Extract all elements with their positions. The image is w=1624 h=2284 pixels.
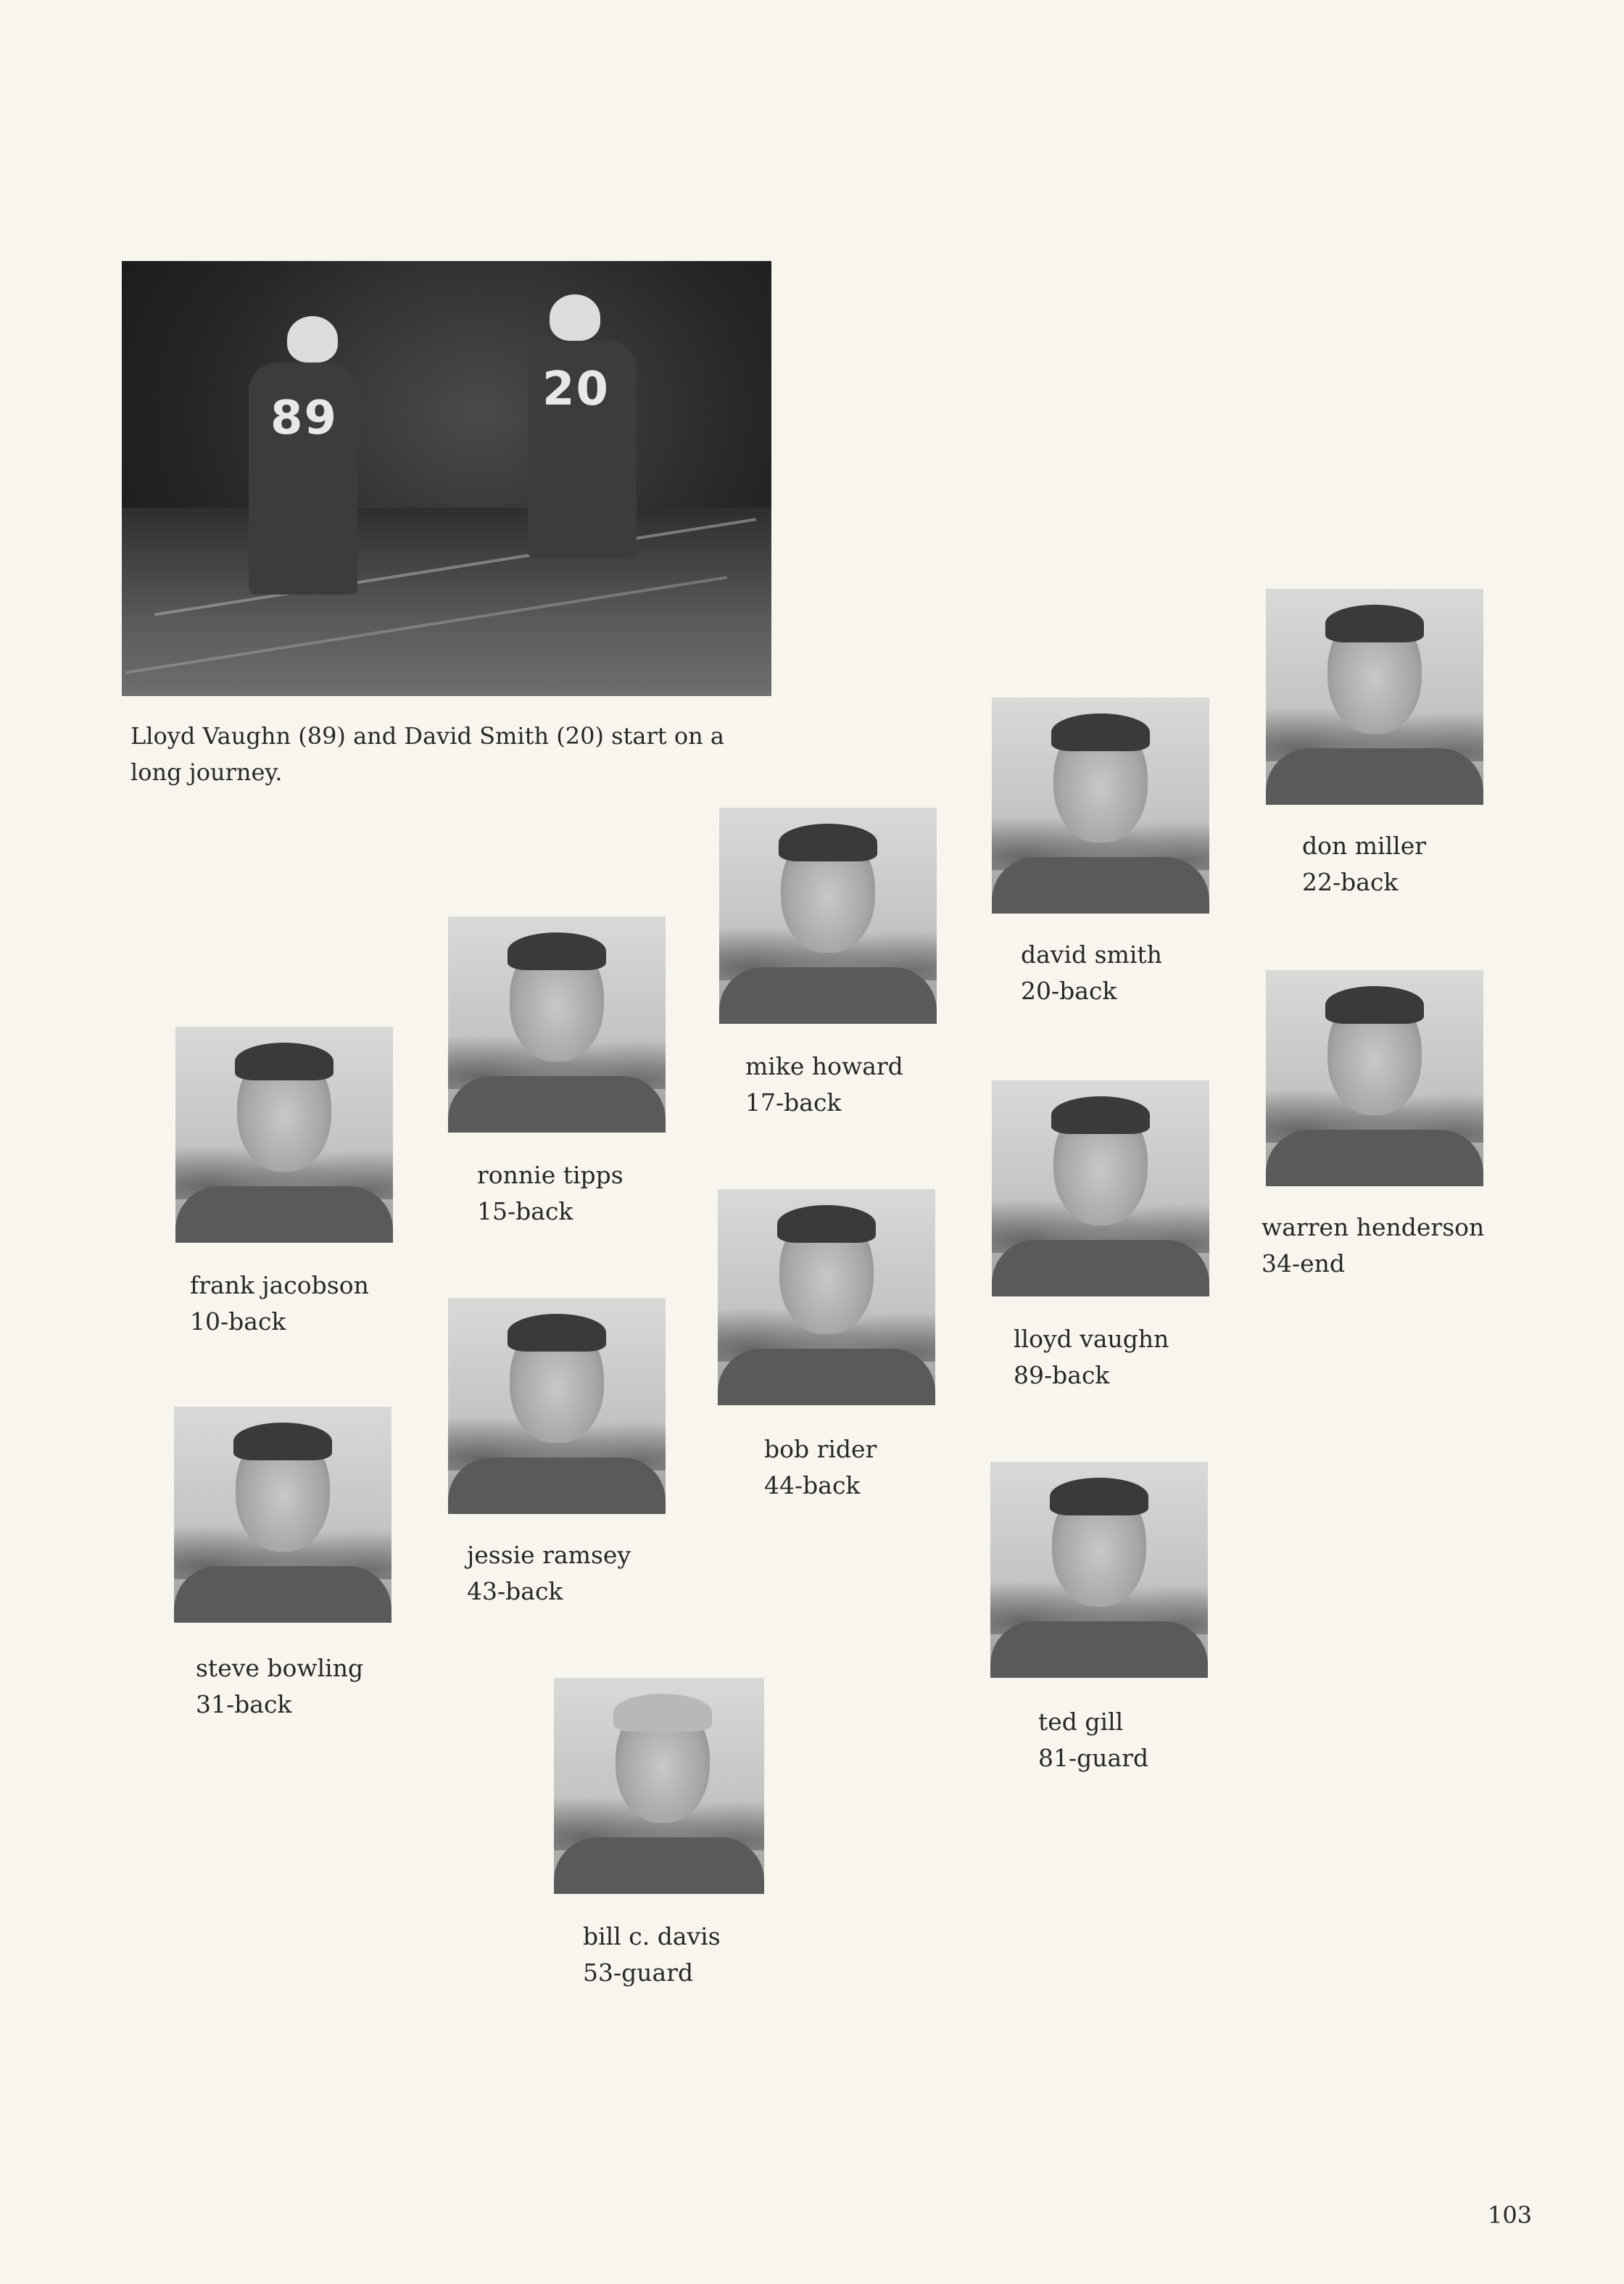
- jersey-shoulders: [448, 1076, 666, 1133]
- hair: [777, 1205, 876, 1243]
- player-position: 43-back: [467, 1577, 563, 1605]
- hair: [1051, 1096, 1150, 1134]
- portrait-jessie-ramsey: [448, 1298, 666, 1514]
- hair: [1051, 713, 1150, 751]
- player-name: mike howard: [745, 1052, 903, 1080]
- hair: [1050, 1478, 1148, 1515]
- action-photo: [122, 261, 771, 696]
- portrait-david-smith: [992, 698, 1209, 914]
- player-name: don miller: [1302, 832, 1426, 860]
- jersey-shoulders: [174, 1566, 392, 1623]
- hair: [1325, 986, 1424, 1024]
- jersey-shoulders: [992, 1240, 1209, 1296]
- player-position: 22-back: [1302, 868, 1399, 896]
- hair: [233, 1423, 332, 1460]
- jersey-shoulders: [719, 967, 937, 1024]
- portrait-lloyd-vaughn: [992, 1080, 1209, 1296]
- hair: [508, 932, 606, 970]
- player-position: 53-guard: [583, 1958, 694, 1987]
- player-position: 15-back: [477, 1197, 573, 1225]
- player-position: 89-back: [1014, 1361, 1110, 1389]
- player-name: jessie ramsey: [467, 1541, 631, 1569]
- player-name: lloyd vaughn: [1014, 1325, 1169, 1353]
- portrait-ronnie-tipps: [448, 917, 666, 1133]
- portrait-steve-bowling: [174, 1407, 392, 1623]
- player-name: ronnie tipps: [477, 1161, 624, 1189]
- jersey-shoulders: [448, 1457, 666, 1514]
- jersey-shoulders: [554, 1837, 764, 1894]
- player-name: warren henderson: [1262, 1213, 1485, 1241]
- portrait-mike-howard: [719, 808, 937, 1024]
- hair: [779, 824, 877, 861]
- field-turf: [122, 508, 771, 696]
- player-position: 10-back: [190, 1307, 286, 1336]
- portrait-bob-rider: [718, 1189, 935, 1405]
- jersey-shoulders: [718, 1349, 935, 1405]
- jersey-number: 89: [270, 392, 339, 445]
- helmet: [550, 294, 600, 341]
- portrait-ted-gill: [990, 1462, 1208, 1678]
- player-position: 44-back: [764, 1471, 861, 1499]
- player-name: ted gill: [1038, 1708, 1124, 1736]
- hair: [508, 1314, 606, 1352]
- hair: [1325, 605, 1424, 642]
- player-position: 31-back: [196, 1690, 292, 1718]
- hair: [613, 1694, 712, 1731]
- portrait-warren-henderson: [1266, 970, 1483, 1186]
- jersey-shoulders: [1266, 748, 1483, 805]
- photo-caption: Lloyd Vaughn (89) and David Smith (20) start on a long journey.: [130, 722, 724, 786]
- jersey-number: 20: [542, 363, 610, 416]
- player-position: 81-guard: [1038, 1744, 1149, 1772]
- player-name: bill c. davis: [583, 1922, 721, 1950]
- jersey-shoulders: [1266, 1130, 1483, 1186]
- jersey-shoulders: [990, 1621, 1208, 1678]
- jersey-shoulders: [992, 857, 1209, 914]
- player-position: 34-end: [1262, 1249, 1346, 1278]
- player-name: frank jacobson: [190, 1271, 369, 1299]
- portrait-bill-c-davis: [554, 1678, 764, 1894]
- portrait-don-miller: [1266, 589, 1483, 805]
- helmet: [287, 316, 338, 363]
- jersey-shoulders: [175, 1186, 393, 1243]
- player-name: bob rider: [764, 1435, 877, 1463]
- hair: [235, 1043, 334, 1080]
- portrait-frank-jacobson: [175, 1027, 393, 1243]
- player-position: 20-back: [1021, 977, 1117, 1005]
- player-name: steve bowling: [196, 1654, 364, 1682]
- player-position: 17-back: [745, 1088, 842, 1117]
- page-number: 103: [1488, 2201, 1533, 2229]
- player-name: david smith: [1021, 940, 1162, 969]
